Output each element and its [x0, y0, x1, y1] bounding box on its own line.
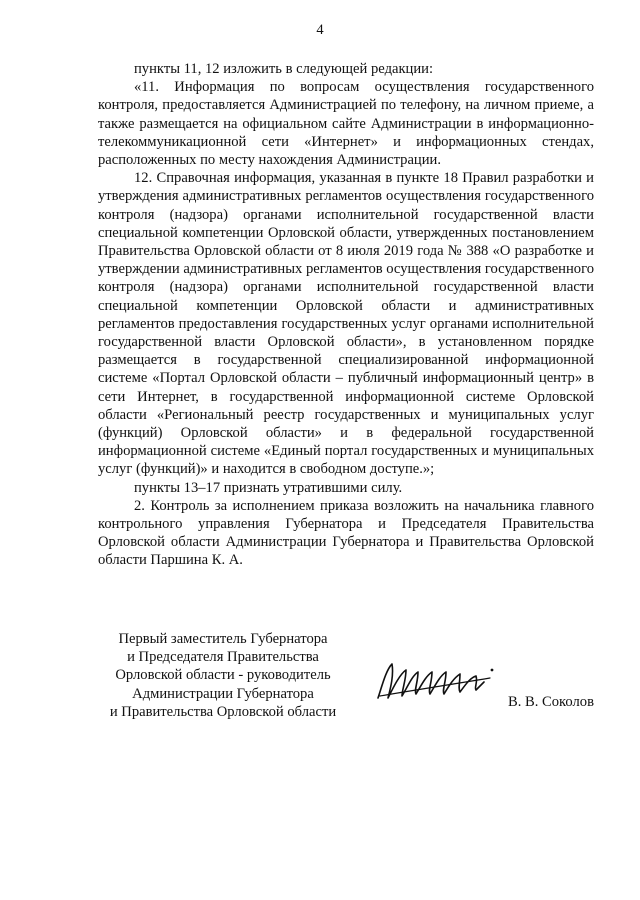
document-body [98, 60, 594, 570]
paragraph-control: 2. Контроль за исполнением приказа возложить на начальника главного контрольного управления Губернатора и Председателя Правительства Орловской области Администрации Губернатора и Правительства Орловской области Паршина К. А. [98, 497, 594, 569]
signer-name: В. В. Соколов [507, 694, 594, 710]
paragraph-items-13-17: пункты 13–17 признать утратившими силу. [134, 479, 403, 496]
position-line: и Правительства Орловской области [109, 703, 337, 720]
paragraph-item-12: 12. Справочная информация, указанная в пункте 18 Правил разработки и утверждения административных регламентов осуществления государственного контроля (надзора) органами исполнительной государственной власти специальной компетенции Орловской области, утвержденных постановлением Правительства Орловской области от 8 июля 2019 года № 388 «О разработке и утверждении административных регламентов осуществления государственного контроля (надзора) органами исполнительной государственной власти специальной компетенции Орловской области и административных регламентов предоставления государственных услуг органами исполнительной государственной власти Орловской области», в установленном порядке размещается в государственной специализированной информационной системе «Портал Орловской области – публичный информационный центр» в сети Интернет, в государственной информационной системе Орловской области «Региональный реестр государственных и муниципальных услуг (функций) Орловской области» и в федеральной государственной информационной системе «Единый портал государственных и муниципальных услуг (функций)» и находится в свободном доступе.»; [98, 170, 595, 478]
handwritten-signature [372, 656, 502, 704]
position-line: Орловской области - руководитель [115, 667, 331, 684]
signatory-position [98, 630, 348, 721]
position-line: и Председателя Правительства [127, 649, 319, 666]
position-line: Администрации Губернатора [132, 685, 314, 702]
page-number: 4 [316, 22, 324, 38]
paragraph-item-11: «11. Информация по вопросам осуществления государственного контроля, предоставляется Администрацией по телефону, на личном приеме, а также размещается на официальном сайте Администрации в информационно-телекоммуникационной сети «Интернет» и информационных стендах, расположенных по месту нахождения Администрации. [98, 79, 594, 169]
paragraph-intro: пункты 11, 12 изложить в следующей редакции: [134, 61, 434, 77]
position-line: Первый заместитель Губернатора [118, 631, 328, 647]
